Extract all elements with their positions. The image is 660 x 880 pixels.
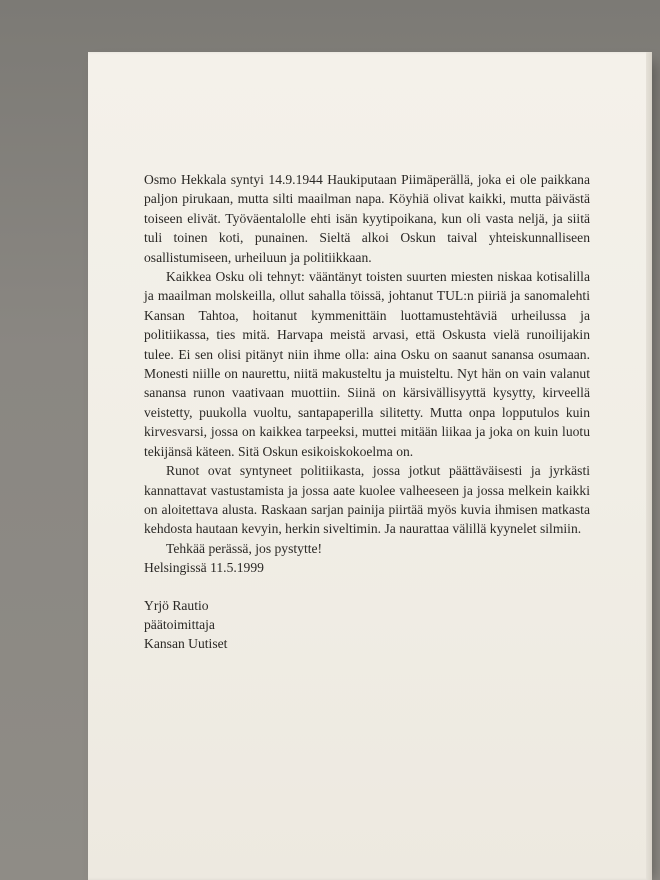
- cover-text: [144, 170, 590, 654]
- signature-title: päätoimittaja: [144, 616, 215, 632]
- place-date: Helsingissä 11.5.1999: [144, 560, 264, 576]
- paragraph-2: Kaikkea Osku oli tehnyt: vääntänyt toisten suurten miesten niskaa kotisalilla ja maailman molskeilla, ollut sahalla töissä, johtanut TUL:n piiriä ja sanomalehti Kansan Tahtoa, hoitanut kymmenittäin luottamustehtäviä urheilussa ja politiikassa, ties mitä. Harvapa meistä arvasi, että Oskusta vielä runoilijakin tulee. Ei sen olisi pitänyt niin ihme olla: aina Osku on saanut sanansa osumaan. Monesti niille on naurettu, niitä makusteltu ja muisteltu. Nyt hän on vain valanut sanansa runon vaativaan muottiin. Siinä on kärsivällisyyttä kysytty, kirveellä veistetty, puukolla vuoltu, santapaperilla silitetty. Mutta onpa lopputulos kuin kirvesvarsi, jossa on kaikkea tarpeeksi, muttei mitään liikaa ja joka on kuin luotu tekijänsä käteen. Sitä Oskun esikoiskokoelma on.: [144, 269, 590, 459]
- paragraph-1: Osmo Hekkala syntyi 14.9.1944 Haukiputaan Piimäperällä, joka ei ole paikkana paljon pirukaan, mutta silti maailman napa. Köyhiä olivat kaikki, mutta päivästä toiseen elivät. Työväentalolle ehti isän kyytipoikana, kun oli vasta neljä, ja siitä tuli toinen koti, punainen. Sieltä alkoi Oskun taival yhteiskunnalliseen osallistumiseen, urheiluun ja politiikkaan.: [144, 172, 590, 265]
- page-edge: [646, 52, 652, 880]
- book-back-cover: [88, 52, 652, 880]
- signature-organization: Kansan Uutiset: [144, 636, 228, 652]
- signature-block: [144, 596, 590, 654]
- signature-name: Yrjö Rautio: [144, 597, 209, 613]
- paragraph-3: Runot ovat syntyneet politiikasta, jossa jotkut päättäväisesti ja jyrkästi kannattavat vastustamista ja jossa aate kuolee valheeseen ja jossa melkein kaikki on aloitettava alusta. Raskaan sarjan painija piirtää myös kuvia ihmisen matkasta kehdosta hautaan kevyin, herkin siveltimin. Ja naurattaa välillä kyynelet silmiin.: [144, 463, 590, 537]
- paragraph-4: Tehkää perässä, jos pystytte!: [166, 540, 323, 556]
